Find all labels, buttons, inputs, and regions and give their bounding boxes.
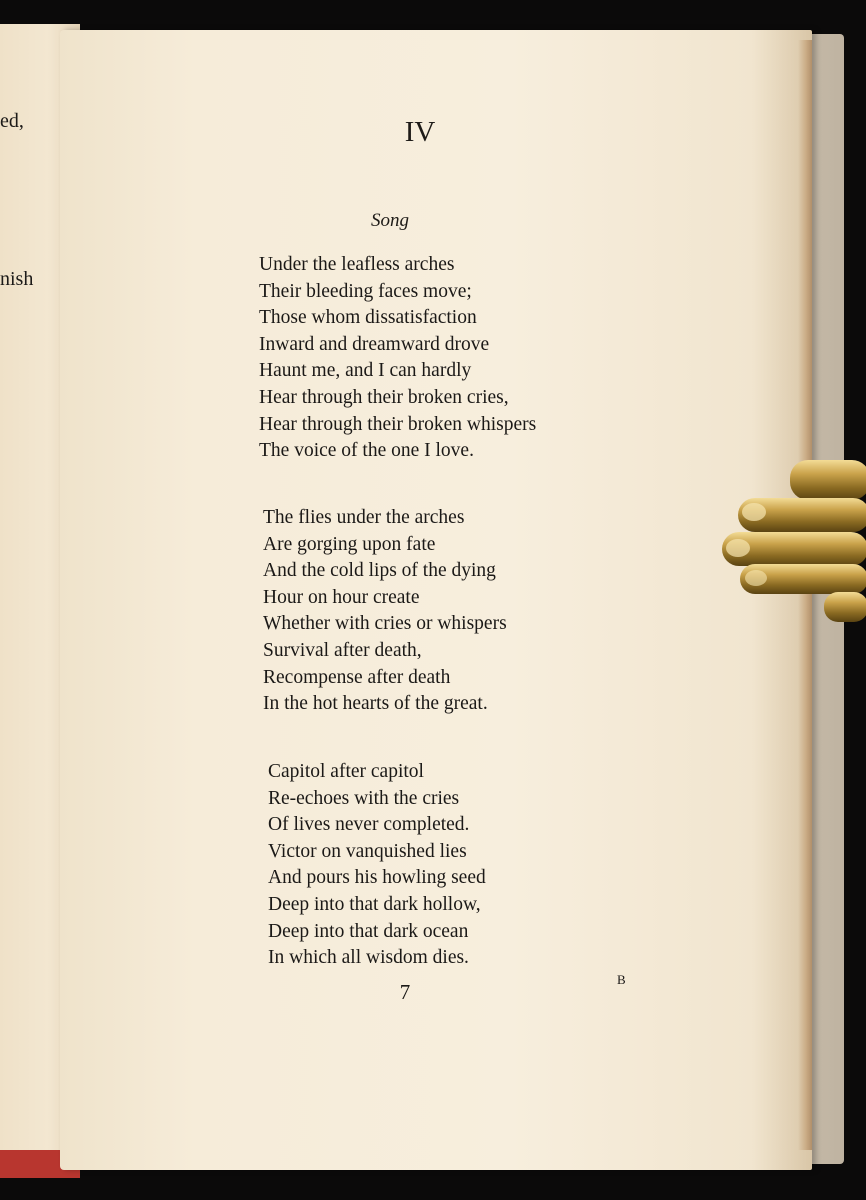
poem-line: Under the leafless arches [259, 254, 455, 275]
poem-line: Deep into that dark ocean [268, 920, 469, 942]
left-page-fragment: nish [0, 268, 34, 290]
poem-line: Survival after death, [263, 639, 422, 661]
poem-line: The flies under the arches [263, 507, 465, 528]
poem-line: And the cold lips of the dying [263, 560, 496, 582]
poem-line: Those whom dissatisfaction [259, 307, 477, 329]
poem-line: Haunt me, and I can hardly [259, 360, 472, 382]
poem-title: Song [371, 210, 409, 231]
poem-line: Capitol after capitol [268, 761, 424, 782]
poem-line: Their bleeding faces move; [259, 280, 472, 302]
poem-line: Of lives never completed. [268, 814, 470, 836]
stanza-1 [259, 252, 536, 465]
poem-line: The voice of the one I love. [259, 440, 474, 462]
stanza-3 [268, 759, 486, 972]
stanza-2 [263, 505, 507, 718]
signature-mark: B [617, 972, 626, 987]
poem-line: In the hot hearts of the great. [263, 693, 488, 715]
book-page [60, 30, 812, 1170]
poem-line: Hear through their broken cries, [259, 386, 509, 408]
poem-line: In which all wisdom dies. [268, 947, 469, 969]
poem-line: And pours his howling seed [268, 867, 486, 889]
section-numeral: IV [404, 116, 436, 148]
poem-line: Deep into that dark hollow, [268, 893, 481, 915]
poem-line: Recompense after death [263, 666, 451, 688]
page-number: 7 [399, 980, 411, 1004]
poem-line: Are gorging upon fate [263, 533, 436, 555]
left-page-fragment: ed, [0, 110, 24, 132]
poem-line: Re-echoes with the cries [268, 787, 460, 809]
brass-hand-holder-icon [720, 460, 866, 625]
poem-line: Inward and dreamward drove [259, 333, 490, 355]
poem-line: Whether with cries or whispers [263, 613, 507, 635]
poem-line: Hear through their broken whispers [259, 413, 537, 435]
poem-line: Victor on vanquished lies [268, 840, 467, 862]
poem-line: Hour on hour create [263, 586, 420, 608]
